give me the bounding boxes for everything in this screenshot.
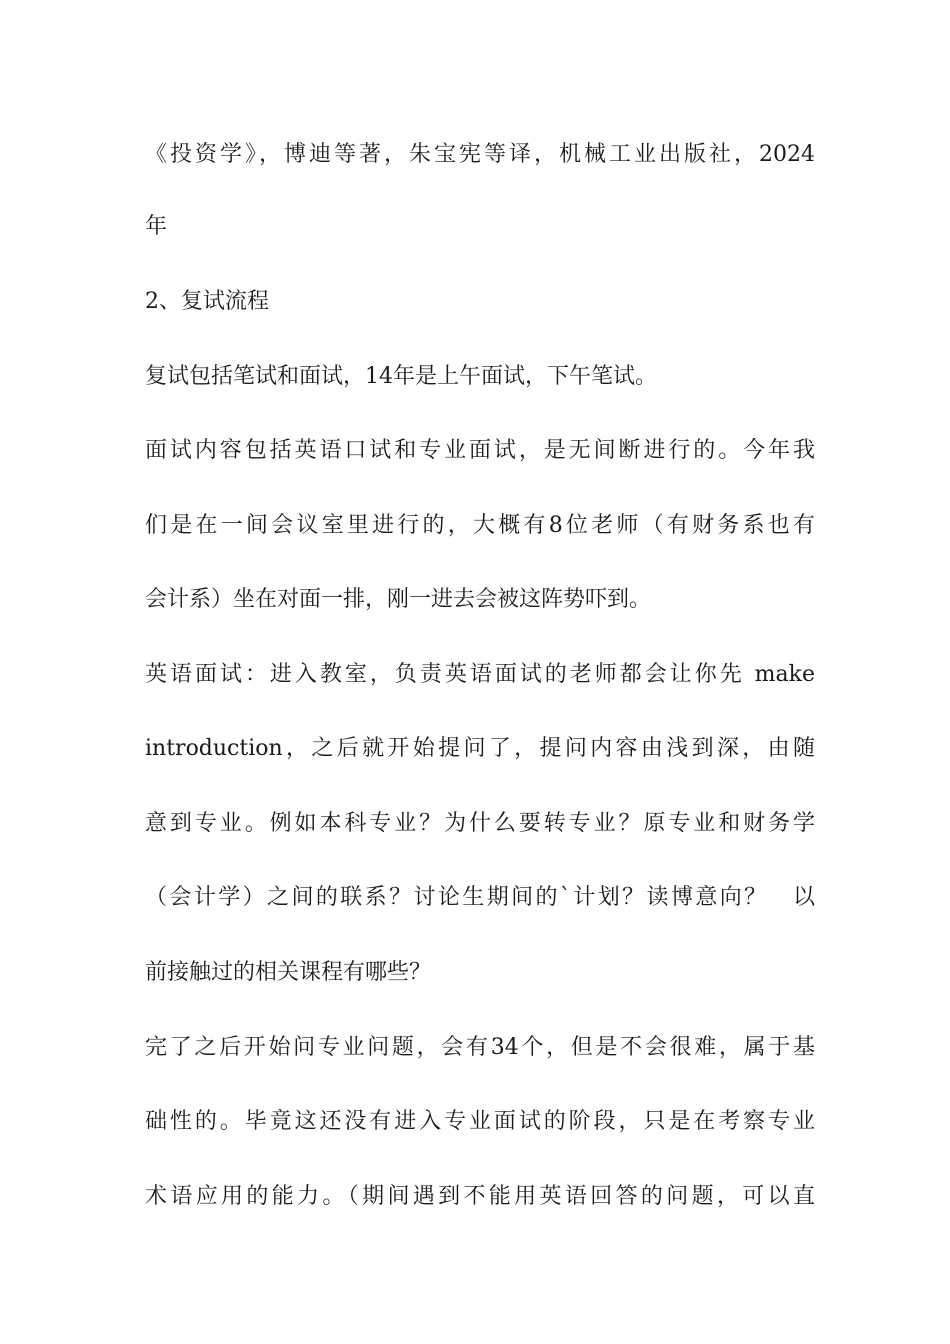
paragraph-line: 们是在一间会议室里进行的，大概有8位老师（有财务系也有 xyxy=(145,513,815,538)
reference-line: 《投资学》，博迪等著，朱宝宪等译，机械工业出版社，2024 xyxy=(145,142,815,167)
paragraph-line: 复试包括笔试和面试，14年是上午面试，下午笔试。 xyxy=(145,364,657,389)
paragraph-line: 前接触过的相关课程有哪些？ xyxy=(145,960,432,985)
paragraph-line: 面试内容包括英语口试和专业面试，是无间断进行的。今年我 xyxy=(145,438,815,463)
paragraph-line: 意到专业。例如本科专业？为什么要转专业？原专业和财务学 xyxy=(145,811,815,836)
paragraph-line: 础性的。毕竟这还没有进入专业面试的阶段，只是在考察专业 xyxy=(145,1109,815,1134)
paragraph-line: introduction，之后就开始提问了，提问内容由浅到深，由随 xyxy=(145,736,815,761)
paragraph-line: 术语应用的能力。（期间遇到不能用英语回答的问题，可以直 xyxy=(145,1184,815,1209)
paragraph-line: （会计学）之间的联系？讨论生期间的`计划？读博意向？ 以 xyxy=(145,885,815,910)
paragraph-line: 英语面试：进入教室，负责英语面试的老师都会让你先 make xyxy=(145,662,815,687)
section-heading: 2、复试流程 xyxy=(145,289,269,314)
paragraph-line: 完了之后开始问专业问题，会有34个，但是不会很难，属于基 xyxy=(145,1035,815,1060)
paragraph-line: 会计系）坐在对面一排，刚一进去会被这阵势吓到。 xyxy=(145,587,652,612)
reference-line-continuation: 年 xyxy=(145,214,168,239)
